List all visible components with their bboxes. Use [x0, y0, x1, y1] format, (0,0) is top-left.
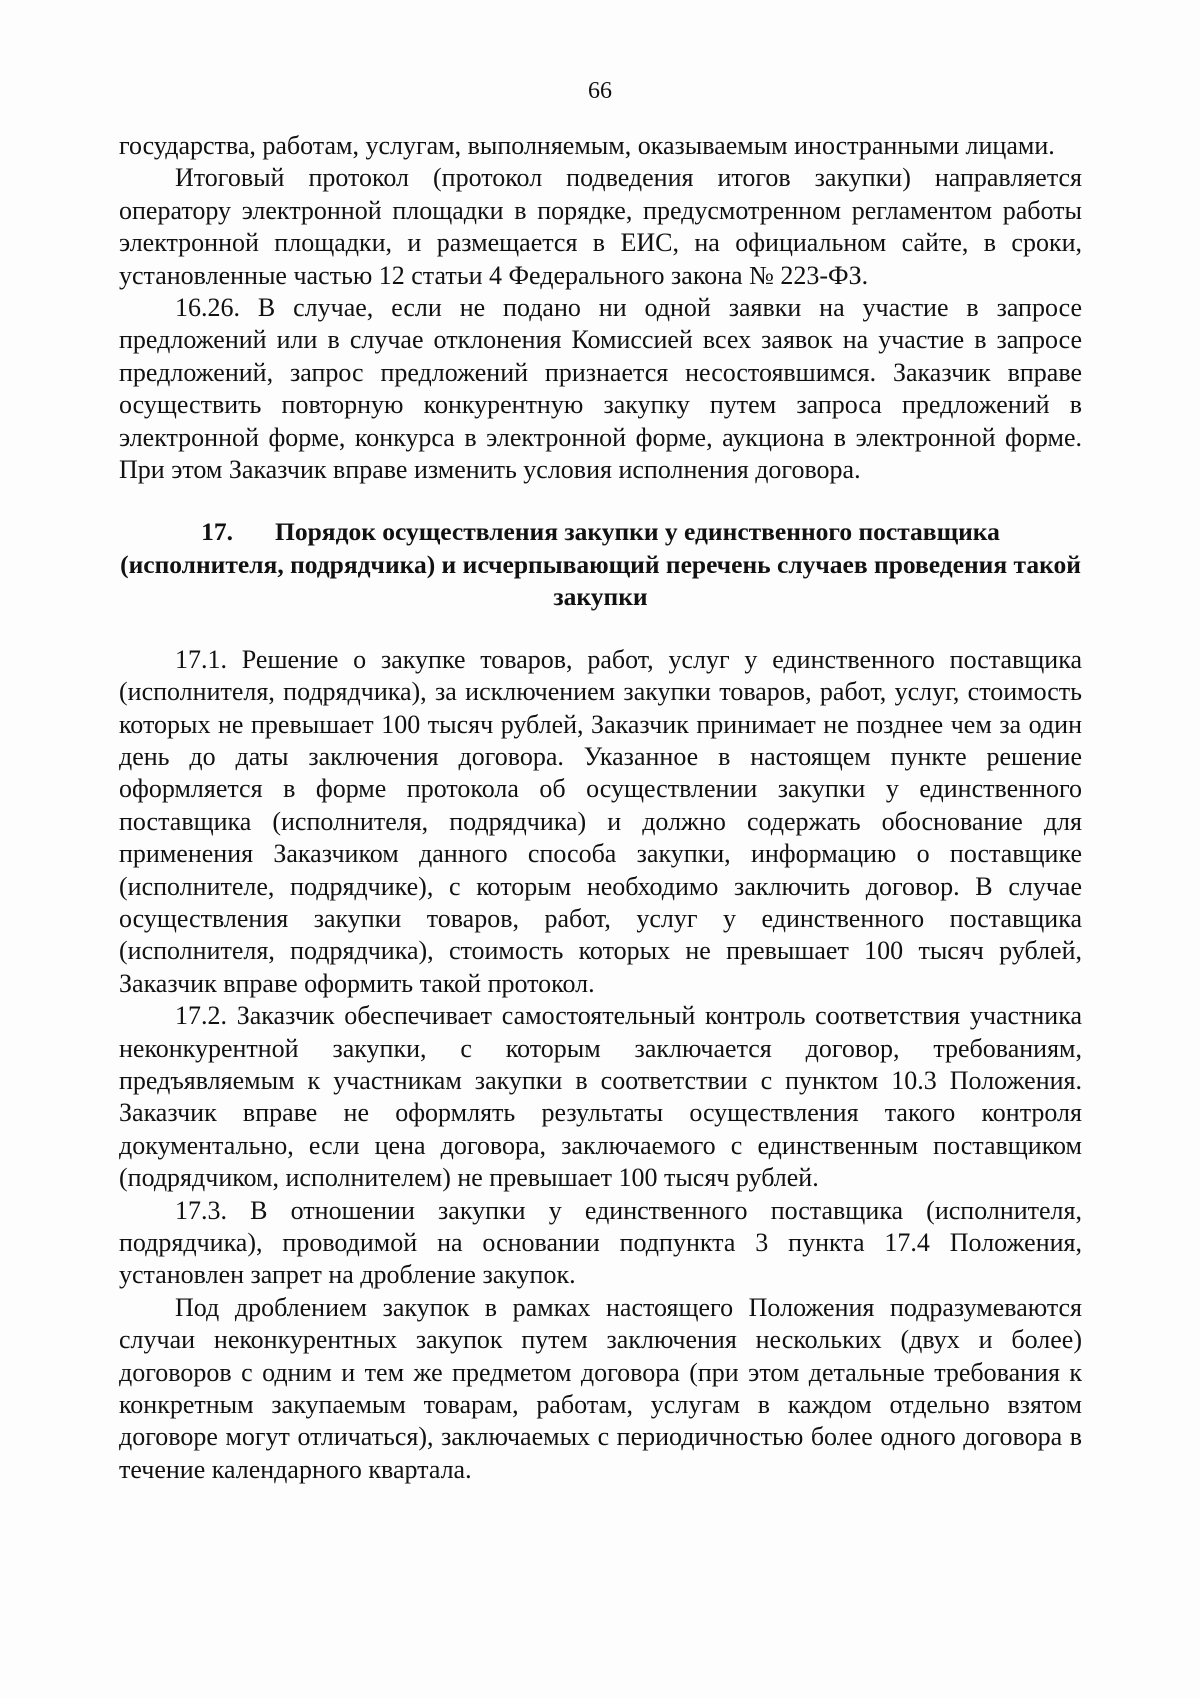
paragraph-continuation: государства, работам, услугам, выполняемым, оказываемым иностранными лицами.: [119, 131, 1055, 160]
paragraph-17-2: 17.2. Заказчик обеспечивает самостоятельный контроль соответствия участника неконкурентной закупки, с которым заключается договор, требованиям, предъявляемым к участникам закупки в соответствии с пунктом 10.3 Положения. Заказчик вправе не оформлять результаты осуществления такого контроля документально, если цена договора, заключаемого с единственным поставщиком (подрядчиком, исполнителем) не превышает 100 тысяч рублей.: [119, 1001, 1082, 1193]
page-number: 66: [588, 78, 612, 104]
paragraph-17-3: 17.3. В отношении закупки у единственного поставщика (исполнителя, подрядчика), проводимой на основании подпункта 3 пункта 17.4 Положения, установлен запрет на дробление закупок.: [119, 1195, 1082, 1290]
paragraph-17-1: 17.1. Решение о закупке товаров, работ, услуг у единственного поставщика (исполнителя, подрядчика), за исключением закупки товаров, работ, услуг, стоимость которых не превышает 100 тысяч рублей, Заказчик принимает не позднее чем за один день до даты заключения договора. Указанное в настоящем пункте решение оформляется в форме протокола об осуществлении закупки у единственного поставщика (исполнителя, подрядчика) и должно содержать обоснование для применения Заказчиком данного способа закупки, информацию о поставщике (исполнителе, подрядчике), с которым необходимо заключить договор. В случае осуществления закупки товаров, работ, услуг у единственного поставщика (исполнителя, подрядчика), стоимость которых не превышает 100 тысяч рублей, Заказчик вправе оформить такой протокол.: [119, 644, 1082, 998]
document-body: [119, 130, 1082, 1486]
section-number: 17.: [201, 517, 234, 547]
paragraph-splitting: Под дроблением закупок в рамках настоящего Положения подразумеваются случаи неконкурентных закупок путем заключения нескольких (двух и более) договоров с одним и тем же предметом договора (при этом детальные требования к конкретным закупаемым товарам, работам, услугам в каждом отдельно взятом договоре могут отличаться), заключаемых с периодичностью более одного договора в течение календарного квартала.: [119, 1292, 1082, 1484]
section-title: Порядок осуществления закупки у единственного поставщика (исполнителя, подрядчика) и исчерпывающий перечень случаев проведения такой закупки: [120, 517, 1081, 612]
section-heading: [119, 516, 1082, 613]
paragraph-final-protocol: Итоговый протокол (протокол подведения итогов закупки) направляется оператору электронной площадки в порядке, предусмотренном регламентом работы электронной площадки, и размещается в ЕИС, на официальном сайте, в сроки, установленные частью 12 статьи 4 Федерального закона № 223-ФЗ.: [119, 163, 1082, 290]
paragraph-16-26: 16.26. В случае, если не подано ни одной заявки на участие в запросе предложений или в случае отклонения Комиссией всех заявок на участие в запросе предложений, запрос предложений признается несостоявшимся. Заказчик вправе осуществить повторную конкурентную закупку путем запроса предложений в электронной форме, конкурса в электронной форме, аукциона в электронной форме. При этом Заказчик вправе изменить условия исполнения договора.: [119, 293, 1082, 485]
